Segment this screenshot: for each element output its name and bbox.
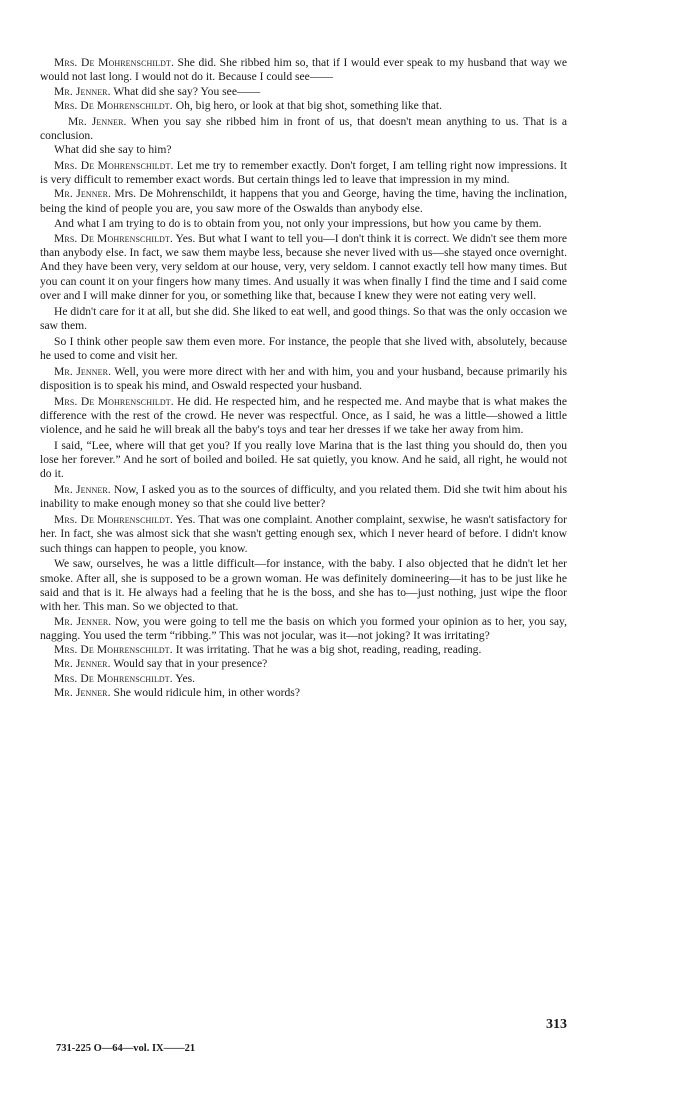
paragraph-text: Yes. But what I want to tell you—I don't think it is correct. We didn't see them more than anybody else. In fact, we saw them maybe less, because she never lived with us—she stayed once overnight. And they have been very, very seldom at our house, very, very seldom. I cannot exactly tell how many times. But you can count it on your fingers how many times. And usually it was when finally I find the time and I said come over and I will make dinner for you, or something like that, because I knew they were not eating very well.	[40, 231, 567, 302]
speaker-name: Mrs. De Mohrenschildt.	[54, 98, 173, 112]
speaker-name: Mr. Jenner.	[54, 84, 111, 98]
speaker-name: Mr. Jenner.	[54, 686, 111, 700]
paragraph-4	[40, 115, 567, 144]
speaker-name: Mrs. De Mohrenschildt.	[54, 394, 174, 408]
speaker-name: Mr. Jenner.	[54, 614, 112, 628]
paragraph-text: What did she say? You see——	[113, 84, 261, 98]
speaker-name: Mr. Jenner.	[54, 187, 112, 201]
paragraph-text: So I think other people saw them even more. For instance, the people that she lived with, absolutely, because he used to come and visit her.	[40, 334, 567, 362]
paragraph-12	[40, 365, 567, 394]
paragraph-text: Would say that in your presence?	[113, 657, 268, 671]
paragraph-11	[40, 335, 567, 364]
paragraph-18	[40, 615, 567, 644]
paragraph-text: Mrs. De Mohrenschildt, it happens that you and George, having the time, having the inclination, being the kind of people you are, you saw more of the Oswalds than anybody else.	[40, 187, 567, 215]
speaker-name: Mr. Jenner.	[54, 657, 111, 671]
speaker-name: Mrs. De Mohrenschildt.	[54, 231, 173, 245]
paragraph-17	[40, 557, 567, 614]
speaker-name: Mr. Jenner.	[54, 364, 112, 378]
paragraph-10	[40, 305, 567, 334]
speaker-name: Mrs. De Mohrenschildt.	[54, 513, 174, 527]
paragraph-text: It was irritating. That he was a big shot, reading, reading, reading.	[175, 643, 482, 657]
paragraph-text: He did. He respected him, and he respected me. And maybe that is what makes the difference with the rest of the crowd. He never was respectful. Once, as I said, he was a little—showed a little violence, and he said he will break all the baby's toys and tear her dresses if we take her away from him.	[40, 394, 567, 437]
paragraph-16	[40, 513, 567, 556]
paragraph-5	[40, 143, 567, 157]
paragraph-3	[40, 99, 567, 113]
speaker-name: Mrs. De Mohrenschildt.	[54, 158, 174, 172]
paragraph-19	[40, 643, 567, 657]
speaker-name: Mrs. De Mohrenschildt.	[54, 56, 175, 69]
paragraph-text: Let me try to remember exactly. Don't forget, I am telling right now impressions. It is very difficult to remember exact words. But certain things led to leave that impression in my mind.	[40, 158, 568, 187]
paragraph-20	[40, 657, 567, 671]
paragraph-13	[40, 395, 567, 438]
paragraph-9	[40, 232, 567, 303]
paragraph-text: Now, I asked you as to the sources of difficulty, and you related them. Did she twit him about his inability to make enough money so that she could live better?	[40, 483, 567, 511]
print-code: 731-225 O—64—vol. IX——21	[56, 1043, 196, 1054]
page-number: 313	[546, 1017, 567, 1032]
paragraph-14	[40, 439, 567, 482]
paragraph-text: Oh, big hero, or look at that big shot, something like that.	[175, 98, 443, 112]
paragraph-21	[40, 672, 567, 686]
paragraph-text: He didn't care for it at all, but she did. She liked to eat well, and good things. So that was the only occasion we saw them.	[40, 304, 567, 332]
paragraph-text: Yes.	[175, 671, 196, 685]
speaker-name: Mrs. De Mohrenschildt.	[54, 643, 173, 657]
paragraph-text: She did. She ribbed him so, that if I would ever speak to my husband that way we would not last long. I would not do it. Because I could see——	[40, 56, 567, 84]
paragraph-22	[40, 686, 567, 700]
speaker-name: Mr. Jenner.	[54, 483, 111, 497]
paragraph-text: What did she say to him?	[54, 143, 172, 157]
paragraph-text: I said, “Lee, where will that get you? If you really love Marina that is the last thing you should do, then you lose her forever.” And he sort of boiled and boiled. He sat quietly, you know. And he said, all right, he would not do it.	[40, 438, 567, 481]
paragraph-1	[40, 56, 567, 85]
paragraph-text: When you say she ribbed him in front of us, that doesn't mean anything to us. That is a conclusion.	[40, 114, 567, 142]
paragraph-8	[40, 217, 567, 231]
paragraph-6	[40, 159, 567, 188]
paragraph-text: Now, you were going to tell me the basis on which you formed your opinion as to her, you say, nagging. You used the term “ribbing.” This was not jocular, was it—not joking? It was irritating?	[40, 614, 568, 642]
paragraph-text: Well, you were more direct with her and with him, you and your husband, because primarily his disposition is to speak his mind, and Oswald respected your husband.	[40, 364, 567, 392]
testimony-text	[40, 56, 567, 700]
speaker-name: Mrs. De Mohrenschildt.	[54, 671, 173, 685]
paragraph-text: And what I am trying to do is to obtain from you, not only your impressions, but how you came by them.	[54, 217, 542, 231]
paragraph-text: Yes. That was one complaint. Another complaint, sexwise, he wasn't satisfactory for her. In fact, she was almost sick that she wasn't getting enough sex, which I never heard of before. I didn't know such things can happen to people, you know.	[40, 513, 567, 555]
speaker-name: Mr. Jenner.	[68, 114, 127, 128]
paragraph-15	[40, 483, 567, 512]
paragraph-2	[40, 85, 567, 99]
paragraph-7	[40, 187, 567, 216]
paragraph-text: She would ridicule him, in other words?	[113, 686, 300, 700]
paragraph-text: We saw, ourselves, he was a little difficult—for instance, with the baby. I also objected that he didn't let her smoke. After all, she is supposed to be a grown woman. He was definitely domineering—it has to be just like he said and that is it. He always had a feeling that he is the boss, and she has to—just nothing, just wipe the floor with her. This man. So we objected to that.	[40, 557, 567, 614]
